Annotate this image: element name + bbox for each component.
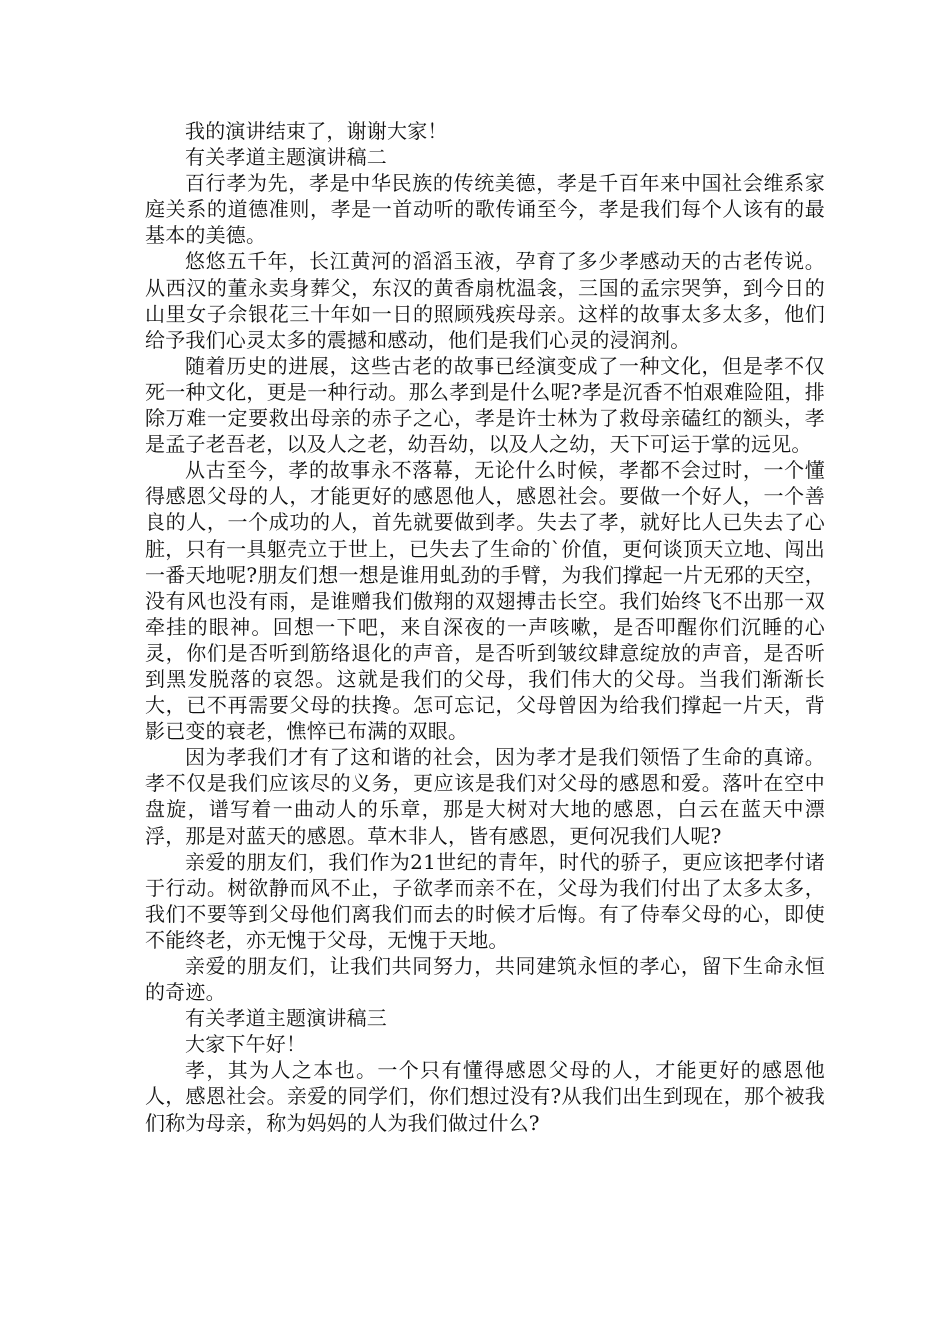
paragraph: 亲爱的朋友们，让我们共同努力，共同建筑永恒的孝心，留下生命永恒的奇迹。 (145, 954, 825, 1005)
paragraph: 从古至今，孝的故事永不落幕，无论什么时候，孝都不会过时，一个懂得感恩父母的人，才能更好的感恩他人，感恩社会。要做一个好人，一个善良的人，一个成功的人，首先就要做到孝。失去了孝，就好比人已失去了心脏，只有一具躯壳立于世上，已失去了生命的`价值，更何谈顶天立地、闯出一番天地呢?朋友们想一想是谁用虬劲的手臂，为我们撑起一片无邪的天空，没有风也没有雨，是谁赠我们傲翔的双翅搏击长空。我们始终飞不出那一双牵挂的眼神。回想一下吧，来自深夜的一声咳嗽，是否叩醒你们沉睡的心灵，你们是否听到筋络退化的声音，是否听到皱纹肆意绽放的声音，是否听到黑发脱落的哀怨。这就是我们的父母，我们伟大的父母。当我们渐渐长大，已不再需要父母的扶搀。怎可忘记，父母曾因为给我们撑起一片天，背影已变的衰老，憔悴已布满的双眼。 (145, 458, 825, 744)
document-body (145, 118, 825, 1136)
paragraph: 百行孝为先，孝是中华民族的传统美德，孝是千百年来中国社会维系家庭关系的道德准则，孝是一首动听的歌传诵至今，孝是我们每个人该有的最基本的美德。 (145, 171, 825, 248)
closing-line: 我的演讲结束了，谢谢大家！ (185, 119, 448, 143)
paragraph: 随着历史的进展，这些古老的故事已经演变成了一种文化，但是孝不仅死一种文化，更是一种行动。那么孝到是什么呢?孝是沉香不怕艰难险阻，排除万难一定要救出母亲的赤子之心，孝是许士林为了救母亲磕红的额头，孝是孟子老吾老，以及人之老，幼吾幼，以及人之幼，天下可运于掌的远见。 (145, 353, 825, 457)
section-heading-3: 有关孝道主题演讲稿三 (185, 1006, 387, 1031)
greeting-line: 大家下午好！ (185, 1032, 307, 1057)
paragraph: 亲爱的朋友们，我们作为21世纪的青年，时代的骄子，更应该把孝付诸于行动。树欲静而风不止，子欲孝而亲不在，父母为我们付出了太多太多，我们不要等到父母他们离我们而去的时候才后悔。有了侍奉父母的心，即使不能终老，亦无愧于父母，无愧于天地。 (145, 849, 825, 952)
paragraph: 孝，其为人之本也。一个只有懂得感恩父母的人，才能更好的感恩他人，感恩社会。亲爱的同学们，你们想过没有?从我们出生到现在，那个被我们称为母亲，称为妈妈的人为我们做过什么? (145, 1058, 825, 1135)
paragraph: 悠悠五千年，长江黄河的滔滔玉液，孕育了多少孝感动天的古老传说。从西汉的董永卖身葬父，东汉的黄香扇枕温衾，三国的孟宗哭笋，到今日的山里女子佘银花三十年如一日的照顾残疾母亲。这样的故事太多太多，他们给予我们心灵太多的震撼和感动，他们是我们心灵的浸润剂。 (145, 249, 825, 352)
paragraph: 因为孝我们才有了这和谐的社会，因为孝才是我们领悟了生命的真谛。孝不仅是我们应该尽的义务，更应该是我们对父母的感恩和爱。落叶在空中盘旋，谱写着一曲动人的乐章，那是大树对大地的感恩，白云在蓝天中漂浮，那是对蓝天的感恩。草木非人，皆有感恩，更何况我们人呢? (145, 745, 825, 848)
section-heading-2: 有关孝道主题演讲稿二 (185, 145, 387, 170)
